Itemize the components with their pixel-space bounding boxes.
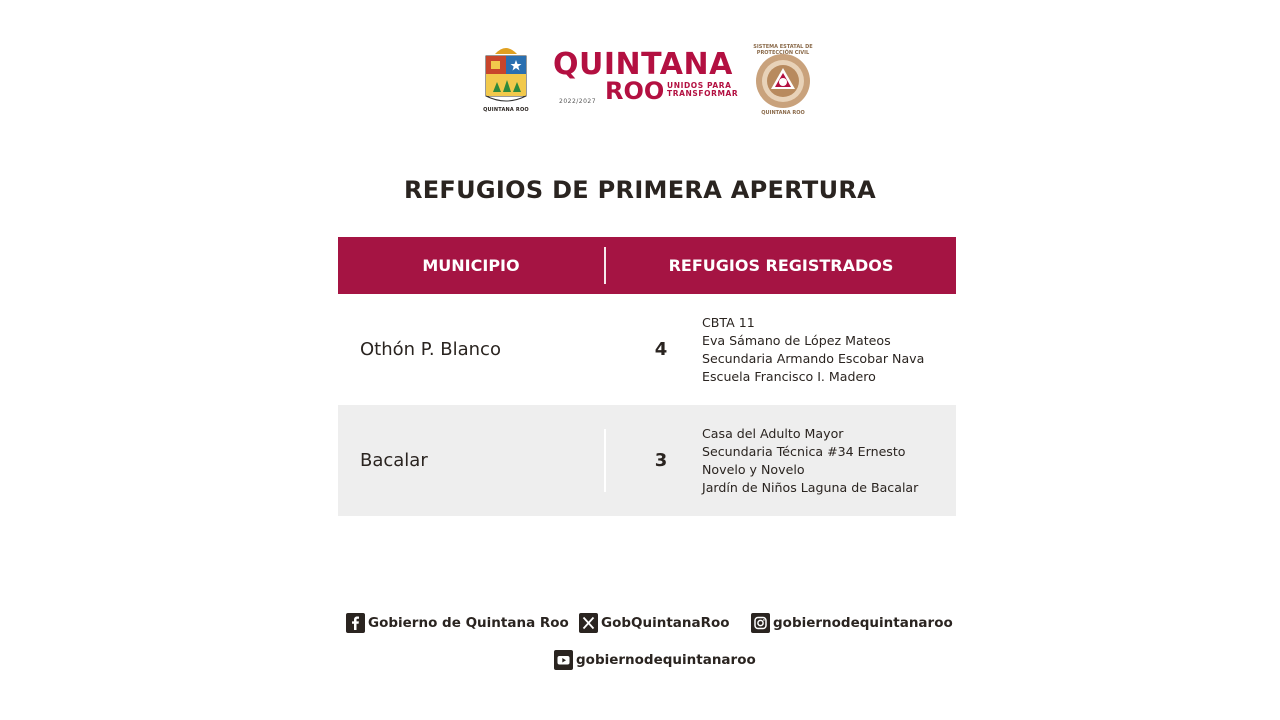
pc-logo-caption: QUINTANA ROO <box>761 110 805 116</box>
refugios-list-cell <box>702 314 952 386</box>
refugios-count-cell: 3 <box>654 450 668 471</box>
brand-line2: ROO <box>605 77 665 105</box>
instagram-handle: gobiernodequintanaroo <box>773 615 953 631</box>
table-row <box>338 294 956 405</box>
state-coat-of-arms-logo <box>483 44 529 116</box>
quintana-roo-brand-logo <box>553 47 739 112</box>
brand-slogan <box>667 82 738 98</box>
refugio-item: Casa del Adulto Mayor <box>702 426 844 441</box>
refugio-item: Secundaria Armando Escobar Nava <box>702 351 925 366</box>
x-handle: GobQuintanaRoo <box>601 615 730 631</box>
x-icon <box>579 613 598 633</box>
facebook-icon <box>346 613 365 633</box>
municipio-cell: Bacalar <box>360 450 428 471</box>
state-logo-caption: QUINTANA ROO <box>483 107 529 113</box>
brand-years: 2022/2027 <box>559 98 597 105</box>
municipio-cell: Othón P. Blanco <box>360 339 501 360</box>
youtube-handle: gobiernodequintanaroo <box>576 652 756 668</box>
table-header <box>338 237 956 294</box>
refugios-list-cell <box>702 425 952 497</box>
page-title: REFUGIOS DE PRIMERA APERTURA <box>403 176 877 204</box>
refugio-item: Novelo y Novelo <box>702 462 805 477</box>
brand-slogan-line2: TRANSFORMAR <box>667 89 739 98</box>
refugio-item: Secundaria Técnica #34 Ernesto <box>702 444 906 459</box>
proteccion-civil-seal-logo <box>750 44 816 118</box>
refugio-item: Eva Sámano de López Mateos <box>702 333 891 348</box>
table-row <box>338 405 956 516</box>
refugios-table <box>338 237 956 516</box>
brand-line1: QUINTANA <box>553 47 733 82</box>
brand-slogan-line1: UNIDOS PARA <box>667 81 732 90</box>
instagram-icon <box>751 613 770 633</box>
refugio-item: Escuela Francisco I. Madero <box>702 369 876 384</box>
header-logos <box>0 44 1280 120</box>
row-divider <box>604 429 606 492</box>
refugio-item: CBTA 11 <box>702 315 755 330</box>
refugio-item: Jardín de Niños Laguna de Bacalar <box>702 480 919 495</box>
column-header-municipio: MUNICIPIO <box>422 256 520 275</box>
facebook-handle: Gobierno de Quintana Roo <box>368 615 569 631</box>
youtube-icon <box>554 650 573 670</box>
column-header-refugios: REFUGIOS REGISTRADOS <box>668 256 894 275</box>
refugios-count-cell: 4 <box>654 339 668 360</box>
pc-logo-arc-text: SISTEMA ESTATAL DE PROTECCIÓN CIVIL <box>753 44 813 56</box>
